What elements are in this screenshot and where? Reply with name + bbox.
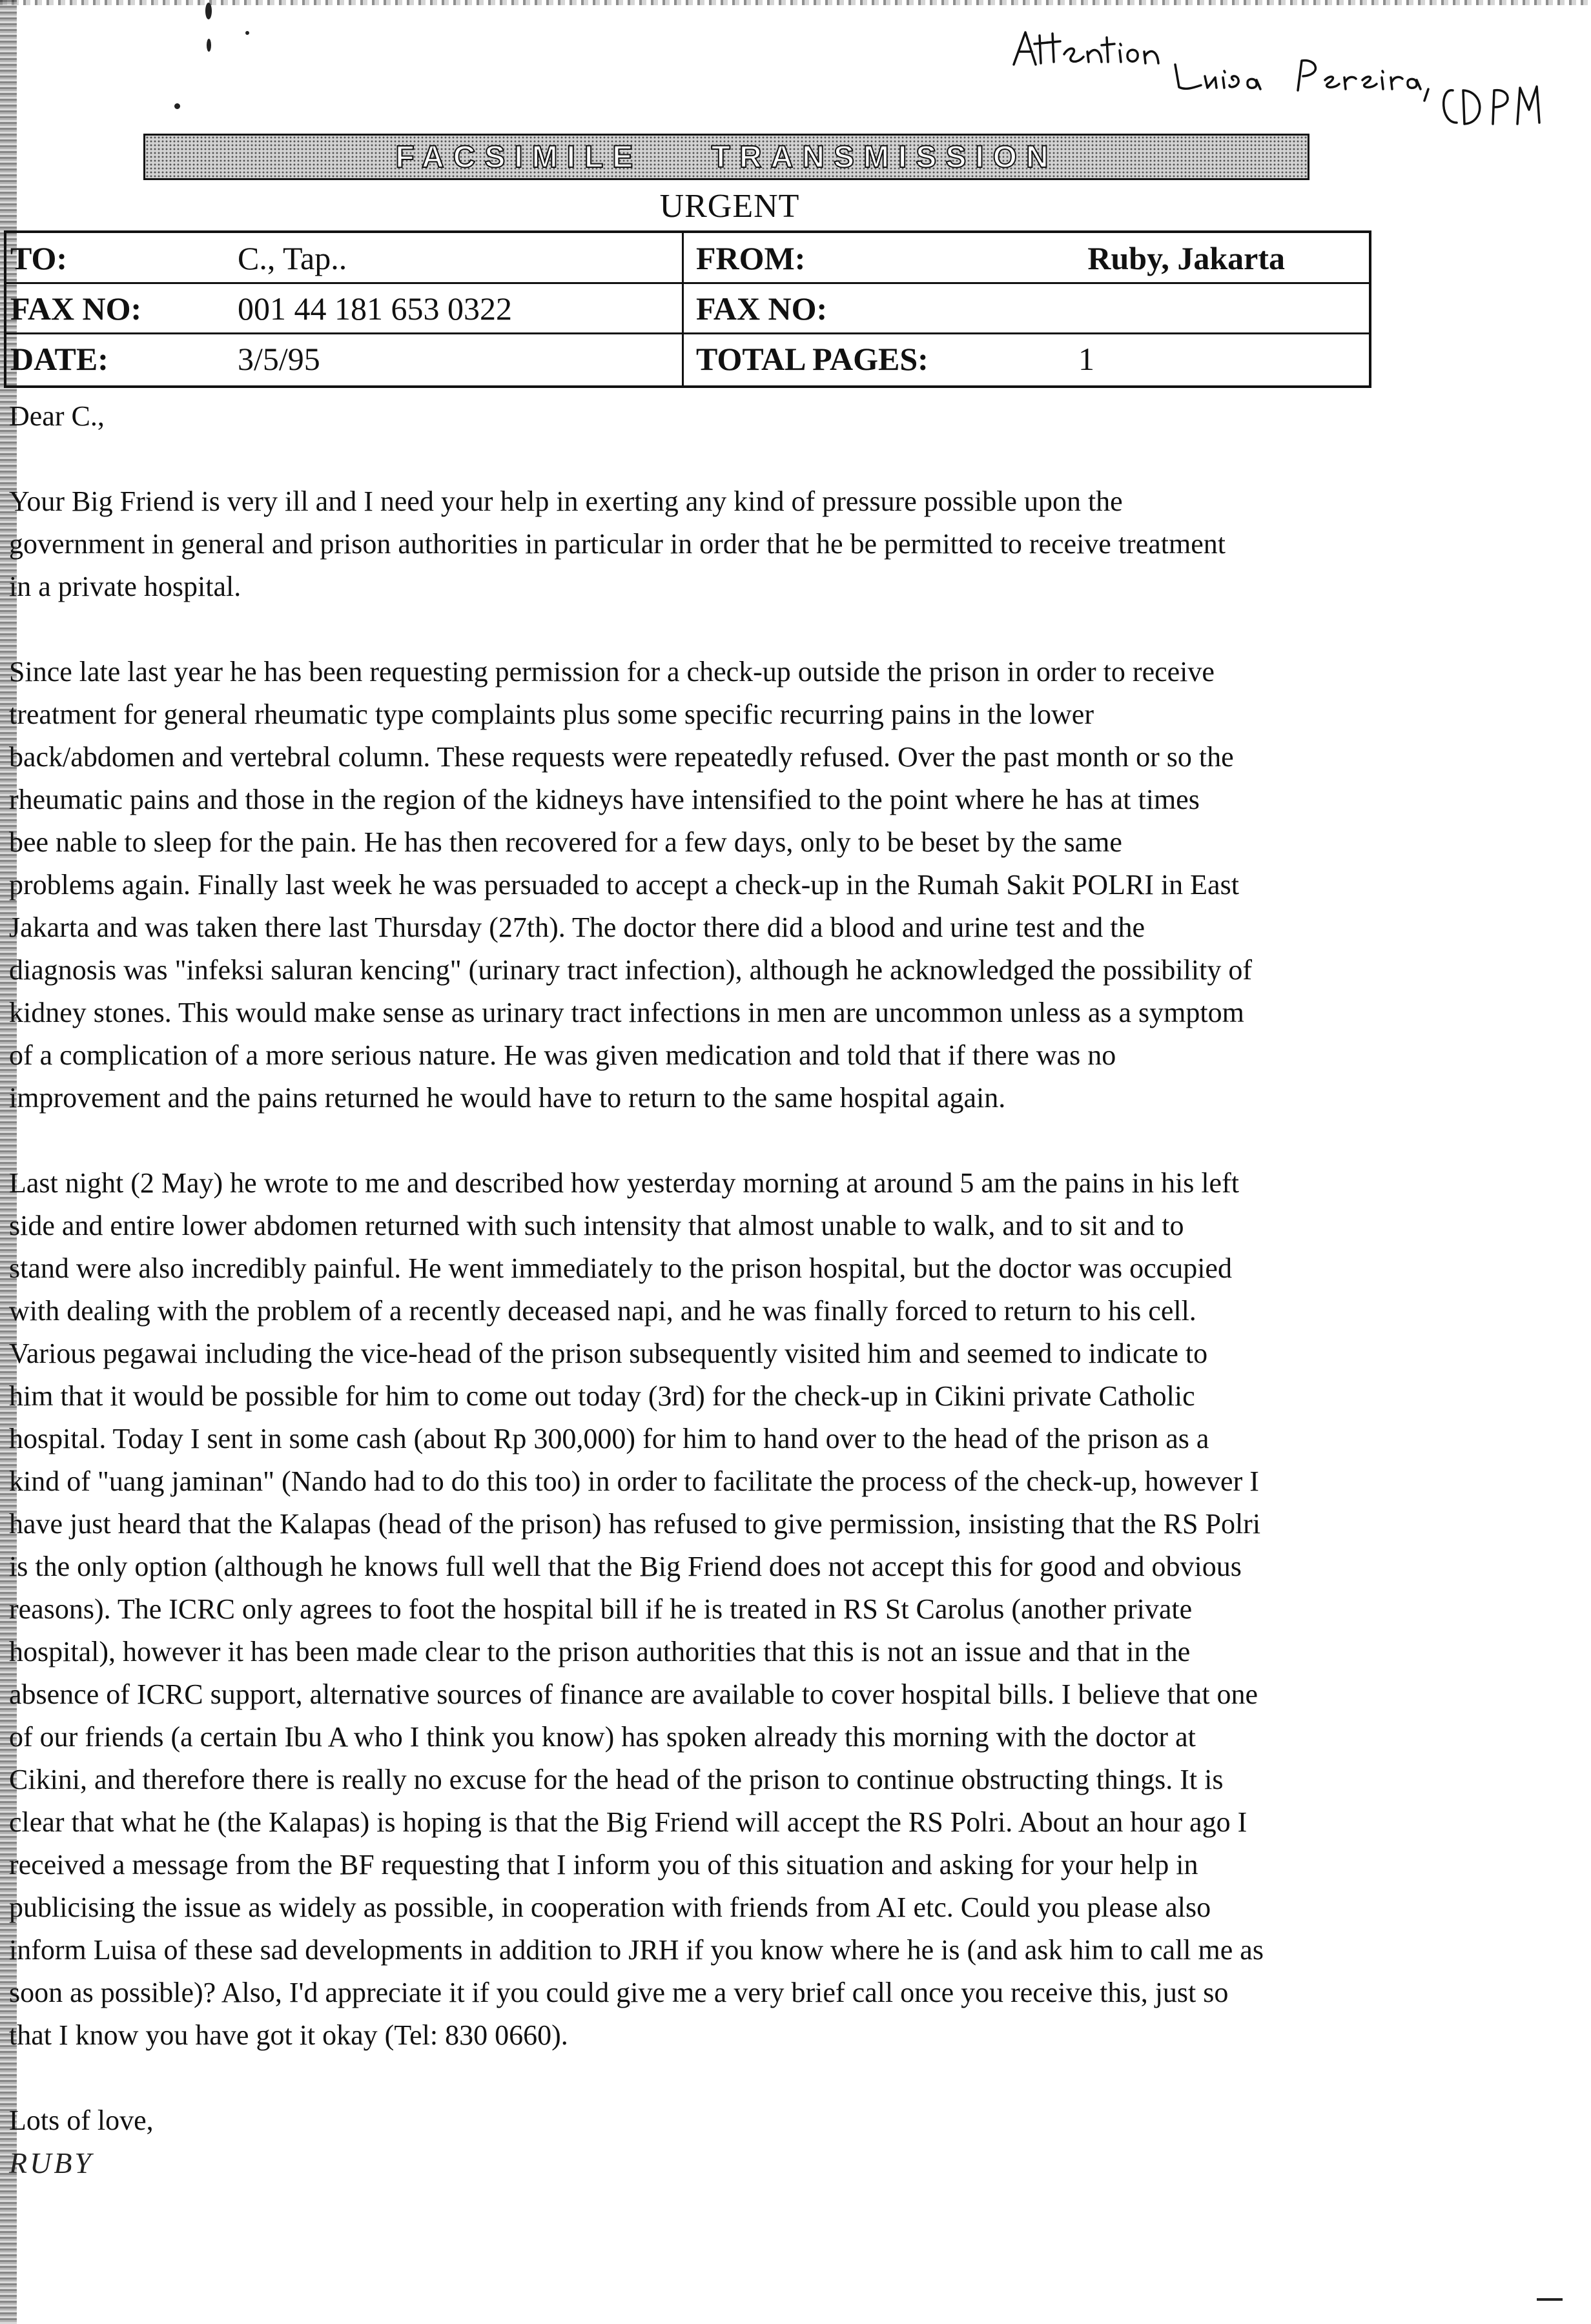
total-pages-label: TOTAL PAGES: — [696, 341, 929, 377]
from-label: FROM: — [696, 240, 806, 276]
paragraph-line: clear that what he (the Kalapas) is hoping is that the Big Friend will accept the RS Polri. About an hour ago I — [9, 1806, 1247, 1838]
paragraph-line: government in general and prison authorities in particular in order that he be permitted to receive treatment — [9, 528, 1226, 560]
paragraph-3 — [9, 1162, 1449, 2057]
scan-speck — [207, 39, 211, 52]
paragraph-line: stand were also incredibly painful. He went immediately to the prison hospital, but the doctor was occupied — [9, 1252, 1232, 1284]
paragraph-line: of our friends (a certain Ibu A who I think you know) has spoken already this morning with the doctor at — [9, 1721, 1196, 1753]
paragraph-line: kidney stones. This would make sense as urinary tract infections in men are uncommon unless as a symptom — [9, 997, 1244, 1028]
paragraph-line: Last night (2 May) he wrote to me and described how yesterday morning at around 5 am the pains in his left — [9, 1167, 1239, 1199]
paragraph-line: that I know you have got it okay (Tel: 830 0660). — [9, 2019, 568, 2051]
scan-speck — [205, 3, 212, 19]
paragraph-line: inform Luisa of these sad developments in addition to JRH if you know where he is (and ask him to call me as — [9, 1934, 1264, 1966]
closing: Lots of love, — [9, 2105, 154, 2136]
paragraph-line: problems again. Finally last week he was persuaded to accept a check-up in the Rumah Sakit POLRI in East — [9, 869, 1239, 901]
paragraph-line: Your Big Friend is very ill and I need your help in exerting any kind of pressure possible upon the — [9, 485, 1123, 517]
paragraph-line: treatment for general rheumatic type complaints plus some specific recurring pains in the lower — [9, 698, 1094, 730]
from-value: Ruby, Jakarta — [1087, 240, 1285, 276]
date-label: DATE: — [10, 341, 108, 377]
paragraph-line: diagnosis was "infeksi saluran kencing" (urinary tract infection), although he acknowledged the possibility of — [9, 954, 1252, 986]
scan-speck — [174, 103, 180, 109]
paragraph-line: publicising the issue as widely as possible, in cooperation with friends from AI etc. Could you please also — [9, 1891, 1211, 1923]
date-value: 3/5/95 — [238, 341, 320, 377]
fax-header-table — [4, 230, 1371, 388]
paragraph-line: him that it would be possible for him to come out today (3rd) for the check-up in Cikini private Catholic — [9, 1380, 1195, 1412]
fax-banner-title: FACSIMILE TRANSMISSION — [395, 139, 1058, 174]
scan-speck — [1537, 2298, 1563, 2301]
salutation: Dear C., — [9, 400, 105, 432]
paragraph-line: Since late last year he has been requesting permission for a check-up outside the prison in order to receive — [9, 656, 1215, 688]
paragraph-line: soon as possible)? Also, I'd appreciate it if you could give me a very brief call once you receive this, just so — [9, 1977, 1229, 2008]
paragraph-1 — [9, 480, 1449, 608]
paragraph-line: in a private hospital. — [9, 571, 241, 602]
total-pages-value: 1 — [1078, 341, 1094, 377]
handwritten-annotation — [1007, 26, 1550, 136]
scan-top-edge — [0, 0, 1591, 5]
paragraph-line: have just heard that the Kalapas (head of the prison) has refused to give permission, insisting that the RS Polri — [9, 1508, 1261, 1540]
paragraph-line: rheumatic pains and those in the region of the kidneys have intensified to the point where he has at times — [9, 784, 1200, 815]
letter-body — [9, 395, 1449, 2185]
paragraph-2 — [9, 651, 1449, 1119]
paragraph-line: Various pegawai including the vice-head of the prison subsequently visited him and seemed to indicate to — [9, 1338, 1208, 1369]
header-row-date — [6, 334, 1369, 383]
header-row-to — [6, 233, 1369, 282]
paragraph-line: side and entire lower abdomen returned with such intensity that almost unable to walk, and to sit and to — [9, 1210, 1184, 1241]
signature: RUBY — [9, 2146, 94, 2179]
paragraph-line: with dealing with the problem of a recently deceased napi, and he was finally forced to return to his cell. — [9, 1295, 1196, 1327]
paragraph-line: hospital), however it has been made clear to the prison authorities that this is not an issue and that in the — [9, 1636, 1191, 1667]
paragraph-line: received a message from the BF requesting that I inform you of this situation and asking for your help in — [9, 1849, 1198, 1881]
paragraph-line: absence of ICRC support, alternative sources of finance are available to cover hospital bills. I believe that one — [9, 1678, 1258, 1710]
header-row-faxno — [6, 283, 1369, 332]
paragraph-line: Cikini, and therefore there is really no excuse for the head of the prison to continue obstructing things. It is — [9, 1764, 1224, 1795]
fax-banner — [143, 134, 1309, 180]
paragraph-line: back/abdomen and vertebral column. These requests were repeatedly refused. Over the past month or so the — [9, 741, 1234, 773]
paragraph-line: bee nable to sleep for the pain. He has then recovered for a few days, only to be beset by the same — [9, 826, 1122, 858]
faxno-value: 001 44 181 653 0322 — [238, 290, 512, 327]
paragraph-line: of a complication of a more serious nature. He was given medication and told that if there was no — [9, 1039, 1116, 1071]
urgency-label: URGENT — [659, 188, 800, 225]
to-value: C., Tap.. — [238, 240, 347, 276]
faxno-label: FAX NO: — [10, 290, 142, 327]
paragraph-line: kind of "uang jaminan" (Nando had to do this too) in order to facilitate the process of the check-up, however I — [9, 1465, 1259, 1497]
paragraph-line: improvement and the pains returned he would have to return to the same hospital again. — [9, 1082, 1006, 1114]
paragraph-line: Jakarta and was taken there last Thursday (27th). The doctor there did a blood and urine test and the — [9, 912, 1145, 943]
paragraph-line: reasons). The ICRC only agrees to foot the hospital bill if he is treated in RS St Carolus (another private — [9, 1593, 1193, 1625]
to-label: TO: — [10, 240, 67, 276]
paragraph-line: hospital. Today I sent in some cash (about Rp 300,000) for him to hand over to the head of the prison as a — [9, 1423, 1209, 1454]
paragraph-line: is the only option (although he knows full well that the Big Friend does not accept this for good and obvious — [9, 1551, 1242, 1582]
scan-speck — [245, 31, 249, 35]
from-faxno-label: FAX NO: — [696, 290, 828, 327]
